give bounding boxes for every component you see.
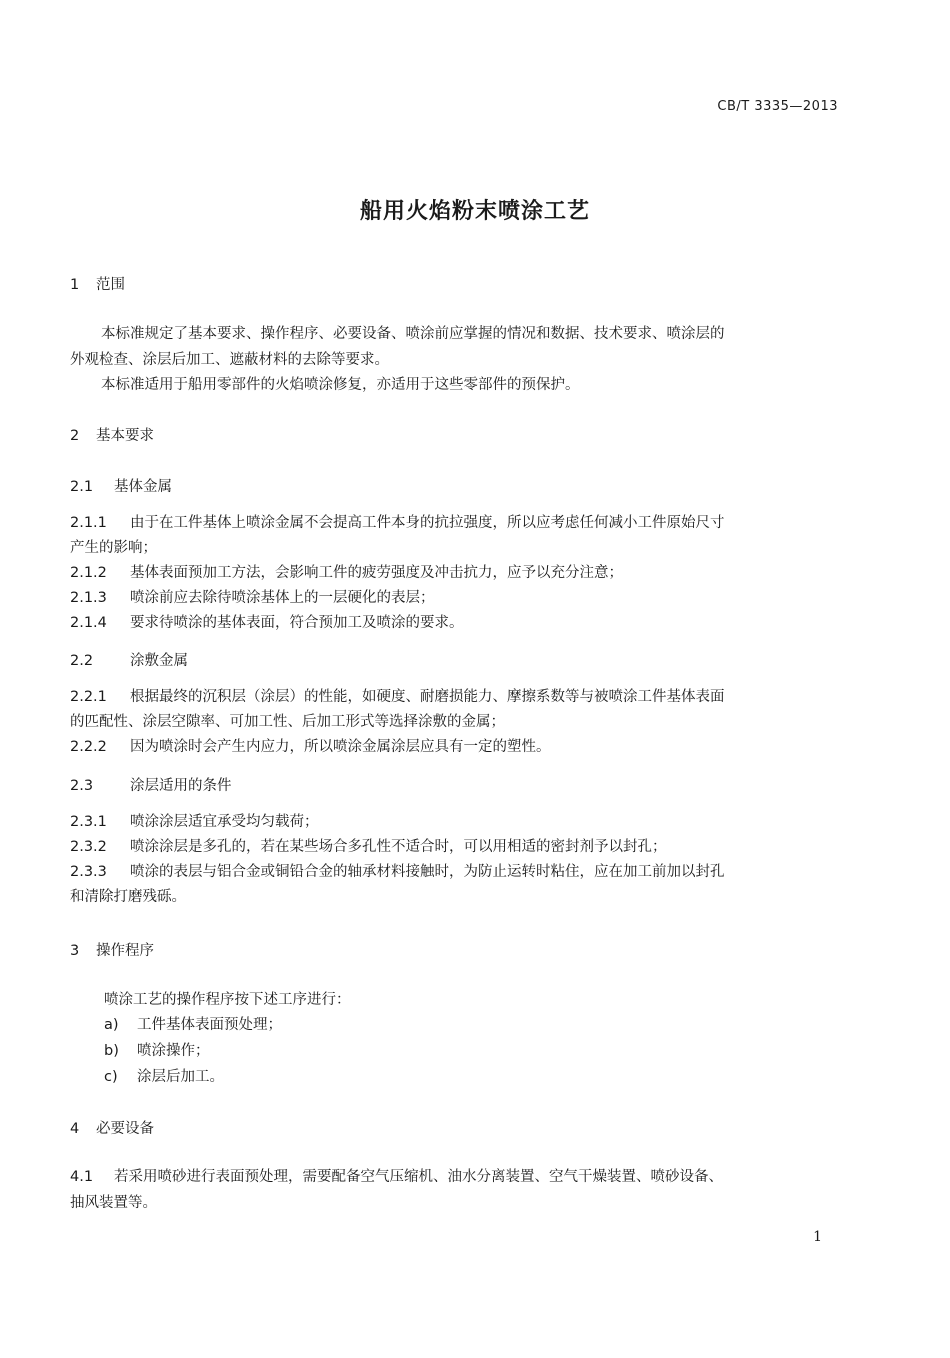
list-text: 涂层后加工。 bbox=[137, 1069, 224, 1085]
subsection-number: 2.3 bbox=[70, 778, 94, 794]
clause-number: 2.1.3 bbox=[70, 590, 107, 606]
clause-text: 若采用喷砂进行表面预处理，需要配备空气压缩机、油水分离装置、空气干燥装置、喷砂设备、 bbox=[114, 1169, 723, 1185]
subsection-2-1-heading bbox=[70, 476, 172, 498]
clause-2-1-2 bbox=[70, 562, 623, 584]
clause-2-1-4 bbox=[70, 612, 464, 634]
clause-number: 2.2.1 bbox=[70, 689, 107, 705]
section-3-heading bbox=[70, 940, 154, 962]
clause-number: 2.2.2 bbox=[70, 739, 107, 755]
clause-text: 基体表面预加工方法，会影响工件的疲劳强度及冲击抗力，应予以充分注意； bbox=[130, 565, 623, 581]
clause-text: 喷涂前应去除待喷涂基体上的一层硬化的表层； bbox=[130, 590, 435, 606]
clause-text-continued: 和清除打磨残砾。 bbox=[70, 889, 186, 905]
clause-2-3-1 bbox=[70, 811, 319, 833]
clause-text: 根据最终的沉积层（涂层）的性能，如硬度、耐磨损能力、摩擦系数等与被喷涂工件基体表面 bbox=[130, 689, 725, 705]
section-title: 基本要求 bbox=[96, 428, 154, 444]
clause-4-1 bbox=[70, 1166, 723, 1188]
clause-text: 喷涂涂层是多孔的，若在某些场合多孔性不适合时，可以用相适的密封剂予以封孔； bbox=[130, 839, 667, 855]
page-number: 1 bbox=[813, 1229, 822, 1245]
subsection-title: 涂层适用的条件 bbox=[130, 778, 232, 794]
list-text: 喷涂操作； bbox=[137, 1043, 210, 1059]
list-marker: b) bbox=[104, 1043, 119, 1059]
clause-number: 2.1.4 bbox=[70, 615, 107, 631]
clause-text-continued: 的匹配性、涂层空隙率、可加工性、后加工形式等选择涂敷的金属； bbox=[70, 714, 505, 730]
clause-number: 2.1.1 bbox=[70, 515, 107, 531]
clause-number: 2.3.2 bbox=[70, 839, 107, 855]
clause-number: 2.3.1 bbox=[70, 814, 107, 830]
subsection-2-2-heading bbox=[70, 650, 188, 672]
subsection-title: 基体金属 bbox=[114, 479, 172, 495]
clause-text: 要求待喷涂的基体表面，符合预加工及喷涂的要求。 bbox=[130, 615, 464, 631]
list-marker: a) bbox=[104, 1017, 119, 1033]
clause-2-1-1 bbox=[70, 512, 725, 534]
section-1-heading bbox=[70, 274, 125, 296]
paragraph-line: 本标准规定了基本要求、操作程序、必要设备、喷涂前应掌握的情况和数据、技术要求、喷涂层的 bbox=[101, 326, 725, 342]
clause-number: 2.3.3 bbox=[70, 864, 107, 880]
subsection-title: 涂敷金属 bbox=[130, 653, 188, 669]
paragraph-line: 喷涂工艺的操作程序按下述工序进行： bbox=[104, 992, 351, 1008]
clause-number: 4.1 bbox=[70, 1169, 94, 1185]
clause-text: 由于在工件基体上喷涂金属不会提高工件本身的抗拉强度，所以应考虑任何减小工件原始尺寸 bbox=[130, 515, 725, 531]
list-text: 工件基体表面预处理； bbox=[137, 1017, 282, 1033]
list-marker: c) bbox=[104, 1069, 118, 1085]
section-number: 4 bbox=[70, 1121, 80, 1137]
paragraph-line: 本标准适用于船用零部件的火焰喷涂修复，亦适用于这些零部件的预保护。 bbox=[101, 377, 580, 393]
document-title: 船用火焰粉末喷涂工艺 bbox=[359, 199, 590, 224]
section-4-heading bbox=[70, 1118, 154, 1140]
section-number: 2 bbox=[70, 428, 80, 444]
section-title: 范围 bbox=[96, 277, 125, 293]
standard-code: CB/T 3335—2013 bbox=[717, 99, 838, 114]
section-number: 3 bbox=[70, 943, 80, 959]
clause-2-3-2 bbox=[70, 836, 667, 858]
section-number: 1 bbox=[70, 277, 80, 293]
clause-2-2-2 bbox=[70, 736, 551, 758]
section-title: 操作程序 bbox=[96, 943, 154, 959]
clause-text: 喷涂的表层与铝合金或铜铅合金的轴承材料接触时，为防止运转时粘住，应在加工前加以封孔 bbox=[130, 864, 725, 880]
list-item bbox=[104, 1066, 224, 1088]
section-title: 必要设备 bbox=[96, 1121, 154, 1137]
paragraph-line: 外观检查、涂层后加工、遮蔽材料的去除等要求。 bbox=[70, 352, 389, 368]
subsection-number: 2.1 bbox=[70, 479, 94, 495]
clause-text: 喷涂涂层适宜承受均匀载荷； bbox=[130, 814, 319, 830]
subsection-2-3-heading bbox=[70, 775, 232, 797]
section-2-heading bbox=[70, 425, 154, 447]
list-item bbox=[104, 1040, 210, 1062]
clause-text-continued: 抽风装置等。 bbox=[70, 1195, 157, 1211]
clause-2-2-1 bbox=[70, 686, 725, 708]
clause-text-continued: 产生的影响； bbox=[70, 540, 157, 556]
clause-number: 2.1.2 bbox=[70, 565, 107, 581]
list-item bbox=[104, 1014, 282, 1036]
clause-text: 因为喷涂时会产生内应力，所以喷涂金属涂层应具有一定的塑性。 bbox=[130, 739, 551, 755]
clause-2-3-3 bbox=[70, 861, 725, 883]
clause-2-1-3 bbox=[70, 587, 435, 609]
subsection-number: 2.2 bbox=[70, 653, 94, 669]
